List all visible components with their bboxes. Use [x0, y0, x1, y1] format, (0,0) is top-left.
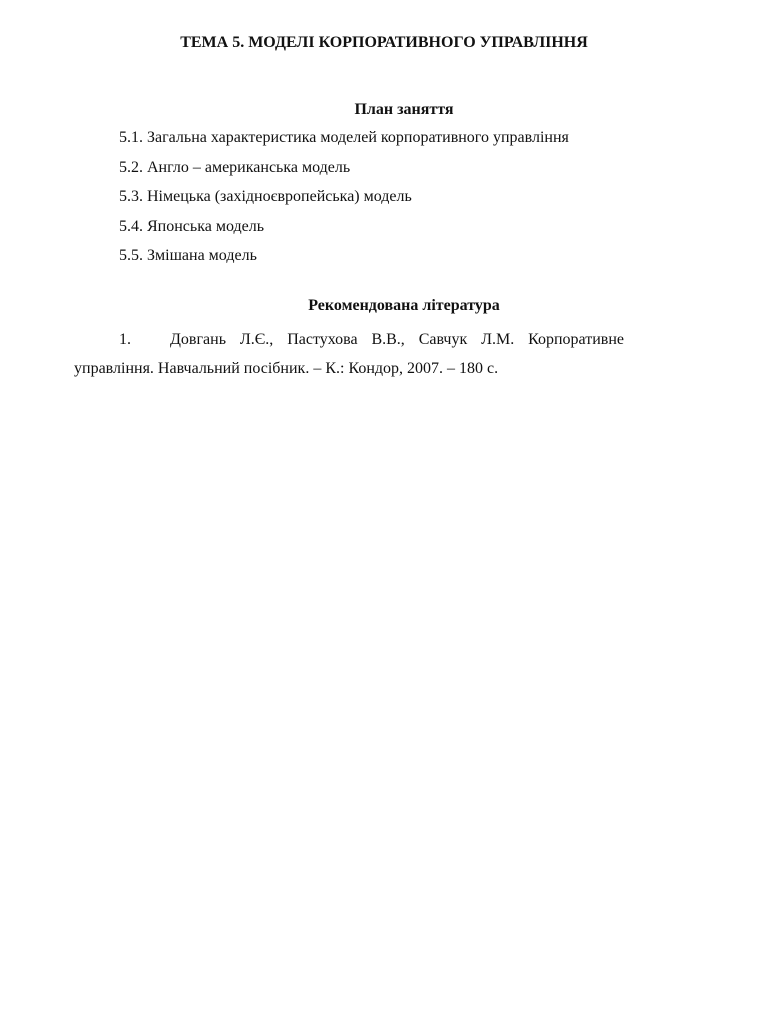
literature-heading: Рекомендована література: [308, 297, 500, 314]
plan-item: 5.1. Загальна характеристика моделей корпоративного управління: [119, 129, 569, 146]
plan-item: 5.4. Японська модель: [119, 217, 265, 235]
plan-item: 5.2. Англо – американська модель: [119, 158, 351, 176]
plan-item: 5.5. Змішана модель: [119, 247, 257, 264]
plan-heading: План заняття: [354, 101, 454, 118]
reference-number: 1.: [119, 331, 131, 348]
document-title: ТЕМА 5. МОДЕЛІ КОРПОРАТИВНОГО УПРАВЛІННЯ: [180, 34, 588, 51]
reference-text-line2: управління. Навчальний посібник. – К.: Кондор, 2007. – 180 с.: [74, 360, 499, 377]
reference-text-line1: Довгань Л.Є., Пастухова В.В., Савчук Л.М. Корпоративне: [170, 331, 624, 348]
plan-list: [119, 128, 569, 276]
reference-first-line: [74, 325, 624, 354]
reference-item: [74, 325, 624, 383]
plan-item: 5.3. Німецька (західноєвропейська) модель: [119, 188, 412, 205]
